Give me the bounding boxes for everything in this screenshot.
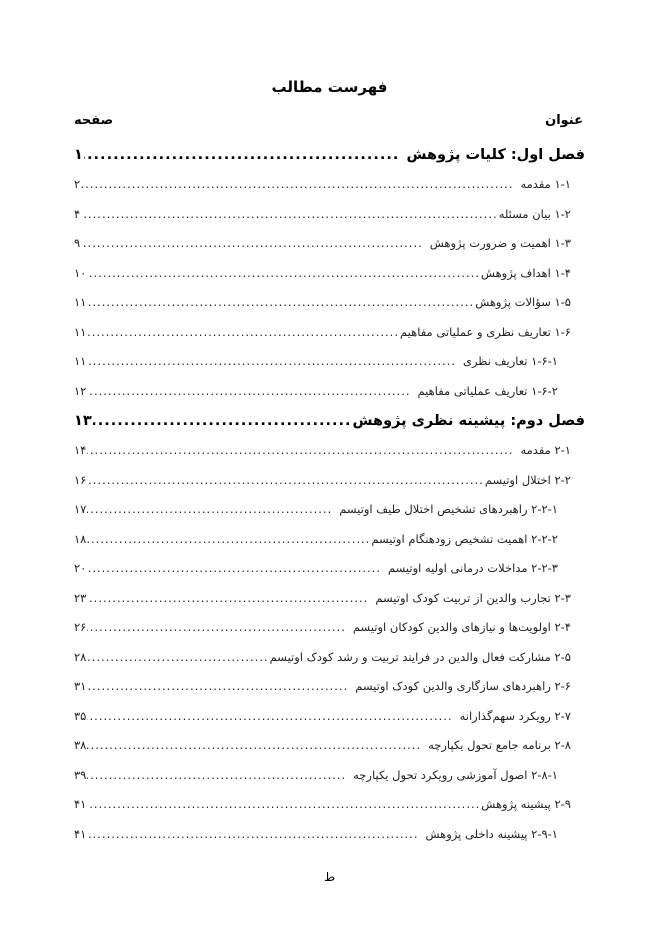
toc-page-number: ۱۶ [74,472,87,487]
toc-subsection-entry[interactable] [74,347,585,377]
toc-dot-leader [87,643,268,673]
toc-dot-leader [87,436,513,466]
toc-dot-leader [87,584,368,614]
toc-page-number: ۱۱ [74,295,87,309]
toc-page-number: ۱۲ [74,383,87,398]
toc-entry-title: ۲-۷ رویکرد سهم‌گذارانه [459,708,571,723]
toc-entry-title: ۱-۶-۲ تعاریف عملیاتی مفاهیم [417,383,558,398]
toc-entry-title: ۲-۵ مشارکت فعال والدین در فرایند تربیت و رشد کودک اوتیسم [269,649,571,664]
table-of-contents [74,140,585,849]
toc-section-entry[interactable] [74,318,585,348]
toc-section-entry[interactable] [74,672,585,702]
toc-section-entry[interactable] [74,790,585,820]
toc-dot-leader [93,406,352,436]
toc-page-number: ۱۰ [74,265,87,280]
toc-page-number: ۴۱ [74,826,87,841]
toc-section-entry[interactable] [74,466,585,496]
toc-section-entry[interactable] [74,288,585,318]
toc-section-entry[interactable] [74,702,585,732]
toc-subsection-entry[interactable] [74,495,585,525]
toc-section-entry[interactable] [74,259,585,289]
toc-page-number: ۲۳ [74,590,87,605]
toc-section-entry[interactable] [74,643,585,673]
toc-entry-title: ۲-۲-۲ اهمیت تشخیص زودهنگام اوتیسم [371,531,558,546]
toc-entry-title: ۲-۹ پیشینه پژوهش [481,797,571,811]
toc-entry-title: ۱-۲ بیان مسئله [498,206,571,221]
toc-dot-leader [87,554,381,584]
toc-section-entry[interactable] [74,731,585,761]
toc-page-number: ۹ [74,236,81,250]
toc-entry-title: ۲-۱ مقدمه [520,443,571,457]
toc-dot-leader [87,466,483,496]
toc-dot-leader [87,702,452,732]
toc-page-number: ۲۰ [74,561,87,575]
toc-section-entry[interactable] [74,170,585,200]
toc-subsection-entry[interactable] [74,820,585,850]
toc-page-number: ۳۸ [74,738,87,752]
toc-page-number: ۴۱ [74,797,87,811]
toc-dot-leader [87,672,348,702]
toc-entry-title: ۲-۶ راهبردهای سازگاری والدین کودک اوتیسم [355,679,571,693]
toc-subsection-entry[interactable] [74,761,585,791]
toc-dot-leader [81,170,513,200]
toc-section-entry[interactable] [74,613,585,643]
toc-page-number: ۲ [74,177,81,191]
toc-page-number: ۱۱ [74,354,87,368]
toc-dot-leader [87,495,332,525]
toc-page-number: ۱ [74,147,83,163]
toc-page-number: ۱۸ [74,531,87,546]
toc-dot-leader [87,613,346,643]
toc-entry-title: ۲-۲-۱ راهبردهای تشخیص اختلال طیف اوتیسم [339,502,558,516]
toc-entry-title: ۲-۸ برنامه جامع تحول یکپارچه [428,738,571,752]
toc-dot-leader [87,318,399,348]
toc-dot-leader [87,377,410,407]
toc-entry-title: ۲-۳ تجارب والدین از تربیت کودک اوتیسم [375,590,571,605]
toc-dot-leader [87,347,456,377]
toc-section-entry[interactable] [74,229,585,259]
toc-subsection-entry[interactable] [74,554,585,584]
toc-entry-title: فصل اول: کلیات پژوهش [406,147,585,163]
toc-section-entry[interactable] [74,436,585,466]
toc-section-entry[interactable] [74,584,585,614]
toc-dot-leader [87,790,480,820]
toc-entry-title: ۱-۶ تعاریف نظری و عملیاتی مفاهیم [400,324,571,339]
toc-entry-title: ۲-۹-۱ پیشینه داخلی پژوهش [425,826,558,841]
column-header-title: عنوان [545,113,583,128]
toc-page-number: ۴ [74,206,81,221]
footer-page-number: ط [323,870,336,884]
toc-dot-leader [81,200,498,230]
toc-page-number: ۳۵ [74,708,87,723]
toc-dot-leader [87,288,474,318]
toc-page-number: ۱۴ [74,443,87,457]
toc-entry-title: فصل دوم: پیشینه نظری پژوهش [352,413,585,429]
column-header-page: صفحه [74,113,114,128]
toc-subsection-entry[interactable] [74,525,585,555]
toc-dot-leader [87,259,480,289]
toc-dot-leader [87,731,421,761]
page-title: فهرست مطالب [271,78,388,96]
toc-entry-title: ۱-۳ اهمیت و ضرورت پژوهش [429,236,571,250]
toc-dot-leader [81,229,423,259]
toc-entry-title: ۱-۵ سؤالات پژوهش [475,295,571,309]
toc-page-number: ۲۸ [74,649,87,664]
toc-dot-leader [87,525,370,555]
toc-entry-title: ۲-۲-۳ مداخلات درمانی اولیه اوتیسم [388,561,558,575]
toc-entry-title: ۱-۶-۱ تعاریف نظری [462,354,558,368]
toc-dot-leader [84,140,400,170]
toc-entry-title: ۱-۱ مقدمه [520,177,571,191]
toc-page-number: ۱۷ [74,502,87,516]
toc-entry-title: ۲-۲ اختلال اوتیسم [484,472,571,487]
toc-page-number: ۲۶ [74,620,87,634]
toc-page-number: ۳۱ [74,679,87,693]
toc-chapter-entry[interactable] [74,406,585,436]
toc-chapter-entry[interactable] [74,140,585,170]
toc-page-number: ۳۹ [74,767,87,782]
toc-subsection-entry[interactable] [74,377,585,407]
toc-dot-leader [87,820,418,850]
toc-dot-leader [87,761,346,791]
toc-section-entry[interactable] [74,200,585,230]
toc-entry-title: ۱-۴ اهداف پژوهش [480,265,571,280]
toc-page-number: ۱۳ [74,413,92,429]
toc-page-number: ۱۱ [74,324,87,339]
toc-entry-title: ۲-۴ اولویت‌ها و نیازهای والدین کودکان اوتیسم [352,620,571,634]
toc-entry-title: ۲-۸-۱ اصول آموزشی رویکرد تحول یکپارچه [353,767,558,782]
